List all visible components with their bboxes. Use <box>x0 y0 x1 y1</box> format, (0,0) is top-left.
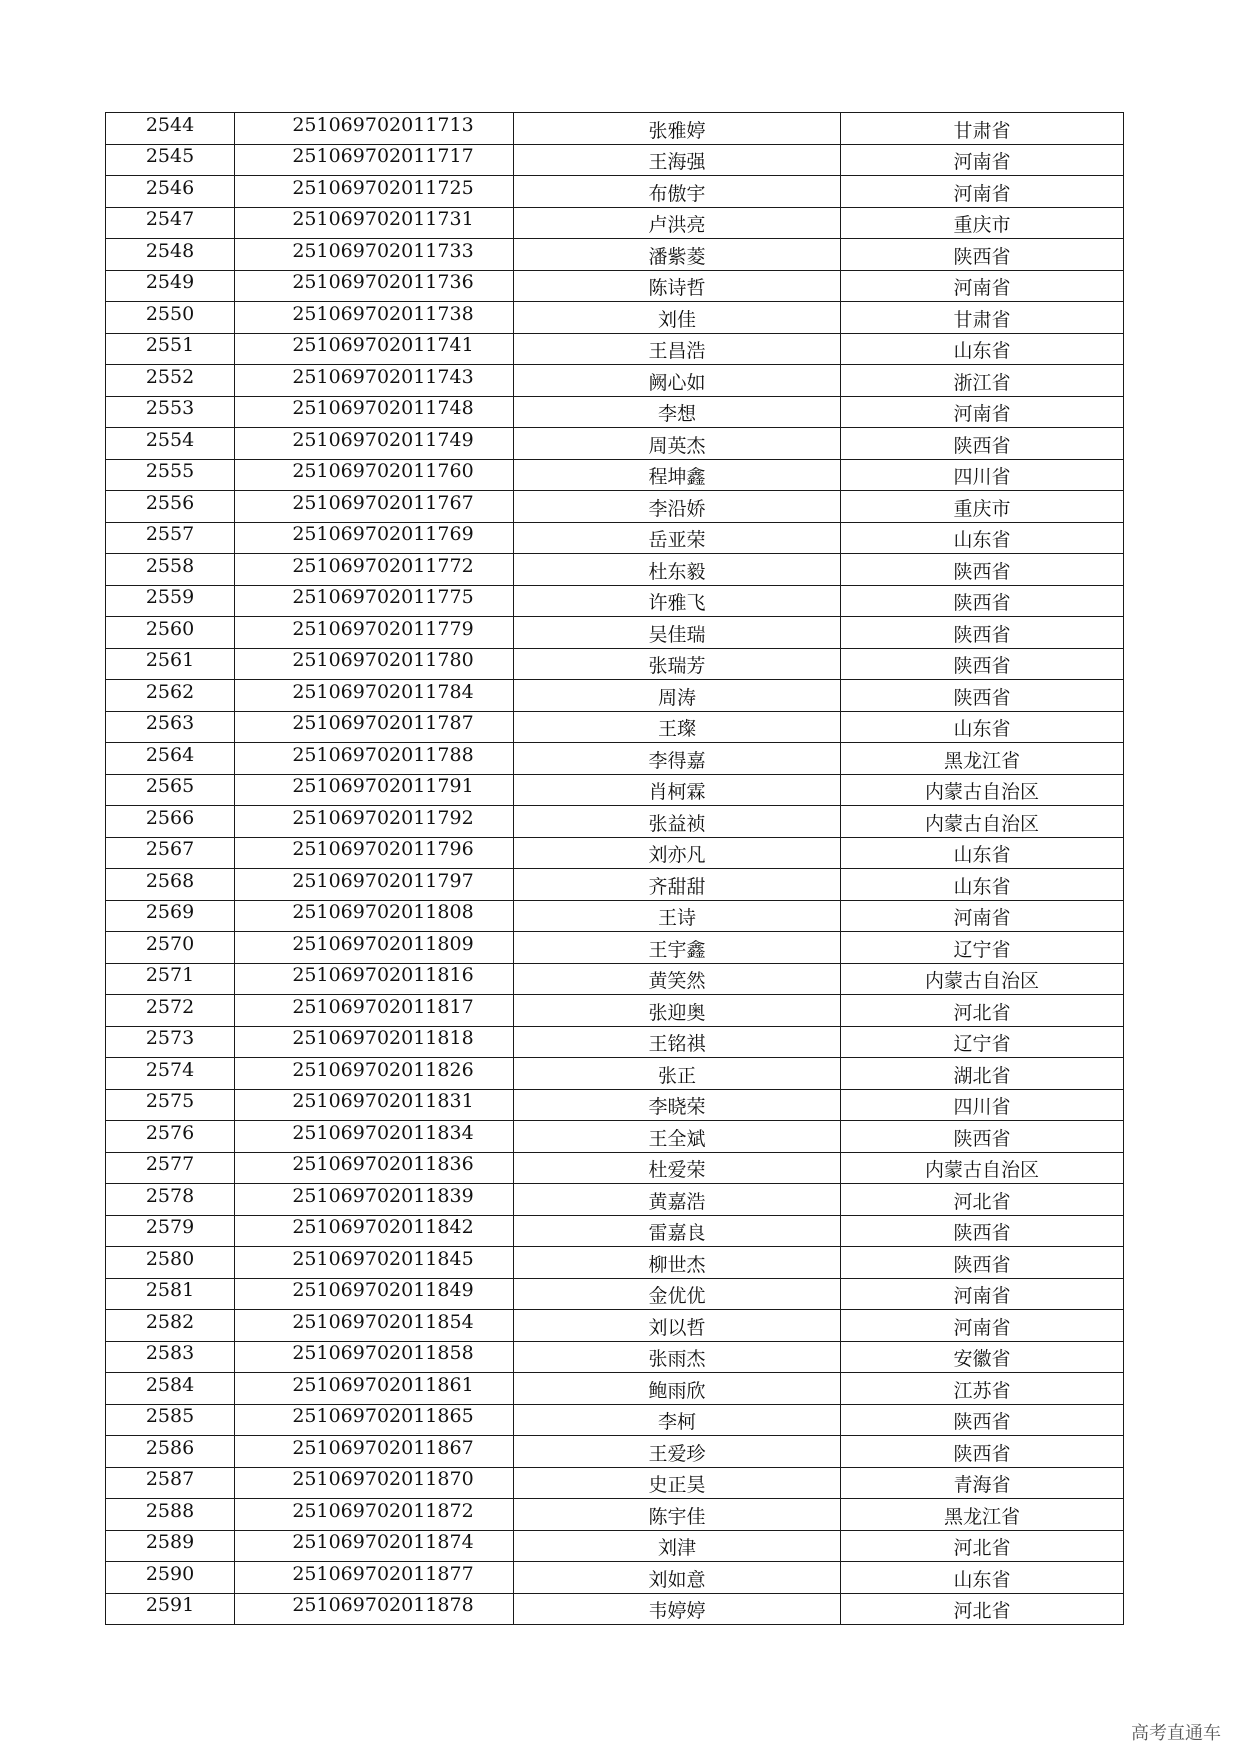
name-cell: 刘津 <box>514 1530 841 1562</box>
name-cell: 刘如意 <box>514 1562 841 1594</box>
name-cell: 王海强 <box>514 144 841 176</box>
exam-id-cell: 251069702011736 <box>235 270 514 302</box>
exam-id-cell: 251069702011808 <box>235 900 514 932</box>
row-number-cell: 2579 <box>106 1215 235 1247</box>
table-row <box>106 270 1124 302</box>
exam-id-cell: 251069702011760 <box>235 459 514 491</box>
row-number-cell: 2564 <box>106 743 235 775</box>
exam-id-cell: 251069702011809 <box>235 932 514 964</box>
name-cell: 许雅飞 <box>514 585 841 617</box>
table-row <box>106 1278 1124 1310</box>
row-number-cell: 2570 <box>106 932 235 964</box>
name-cell: 布傲宇 <box>514 176 841 208</box>
name-cell: 王宇鑫 <box>514 932 841 964</box>
table-row <box>106 1058 1124 1090</box>
exam-id-cell: 251069702011826 <box>235 1058 514 1090</box>
table-row <box>106 333 1124 365</box>
table-row <box>106 869 1124 901</box>
table-row <box>106 585 1124 617</box>
row-number-cell: 2575 <box>106 1089 235 1121</box>
table-row <box>106 1562 1124 1594</box>
name-cell: 陈诗哲 <box>514 270 841 302</box>
table-row <box>106 396 1124 428</box>
exam-id-cell: 251069702011834 <box>235 1121 514 1153</box>
table-row <box>106 1089 1124 1121</box>
name-cell: 张雅婷 <box>514 113 841 145</box>
name-cell: 王铭祺 <box>514 1026 841 1058</box>
row-number-cell: 2580 <box>106 1247 235 1279</box>
province-cell: 黑龙江省 <box>841 1499 1124 1531</box>
name-cell: 李沿娇 <box>514 491 841 523</box>
table-row <box>106 806 1124 838</box>
row-number-cell: 2555 <box>106 459 235 491</box>
exam-id-cell: 251069702011779 <box>235 617 514 649</box>
exam-id-cell: 251069702011791 <box>235 774 514 806</box>
exam-id-cell: 251069702011784 <box>235 680 514 712</box>
exam-id-cell: 251069702011796 <box>235 837 514 869</box>
province-cell: 内蒙古自治区 <box>841 774 1124 806</box>
table-row <box>106 1310 1124 1342</box>
province-cell: 甘肃省 <box>841 113 1124 145</box>
province-cell: 陕西省 <box>841 1215 1124 1247</box>
table-row <box>106 711 1124 743</box>
table-row <box>106 900 1124 932</box>
province-cell: 青海省 <box>841 1467 1124 1499</box>
province-cell: 黑龙江省 <box>841 743 1124 775</box>
exam-id-cell: 251069702011787 <box>235 711 514 743</box>
exam-id-cell: 251069702011816 <box>235 963 514 995</box>
exam-id-cell: 251069702011713 <box>235 113 514 145</box>
province-cell: 陕西省 <box>841 1247 1124 1279</box>
province-cell: 陕西省 <box>841 680 1124 712</box>
row-number-cell: 2574 <box>106 1058 235 1090</box>
table-row <box>106 995 1124 1027</box>
row-number-cell: 2576 <box>106 1121 235 1153</box>
province-cell: 湖北省 <box>841 1058 1124 1090</box>
name-cell: 周涛 <box>514 680 841 712</box>
exam-id-cell: 251069702011849 <box>235 1278 514 1310</box>
row-number-cell: 2544 <box>106 113 235 145</box>
name-cell: 吴佳瑞 <box>514 617 841 649</box>
table-row <box>106 1530 1124 1562</box>
province-cell: 陕西省 <box>841 1436 1124 1468</box>
name-cell: 刘佳 <box>514 302 841 334</box>
table-row <box>106 743 1124 775</box>
row-number-cell: 2556 <box>106 491 235 523</box>
name-cell: 张瑞芳 <box>514 648 841 680</box>
exam-id-cell: 251069702011874 <box>235 1530 514 1562</box>
exam-id-cell: 251069702011817 <box>235 995 514 1027</box>
row-number-cell: 2547 <box>106 207 235 239</box>
province-cell: 河南省 <box>841 144 1124 176</box>
exam-id-cell: 251069702011831 <box>235 1089 514 1121</box>
province-cell: 甘肃省 <box>841 302 1124 334</box>
name-cell: 潘紫菱 <box>514 239 841 271</box>
province-cell: 河南省 <box>841 270 1124 302</box>
province-cell: 山东省 <box>841 333 1124 365</box>
row-number-cell: 2554 <box>106 428 235 460</box>
province-cell: 山东省 <box>841 522 1124 554</box>
exam-id-cell: 251069702011741 <box>235 333 514 365</box>
name-cell: 阙心如 <box>514 365 841 397</box>
row-number-cell: 2566 <box>106 806 235 838</box>
table-row <box>106 1436 1124 1468</box>
watermark-text: 高考直通车 <box>1131 1723 1221 1744</box>
table-row <box>106 837 1124 869</box>
row-number-cell: 2559 <box>106 585 235 617</box>
table-row <box>106 1121 1124 1153</box>
name-cell: 刘亦凡 <box>514 837 841 869</box>
province-cell: 河北省 <box>841 1530 1124 1562</box>
name-cell: 张迎奥 <box>514 995 841 1027</box>
row-number-cell: 2553 <box>106 396 235 428</box>
exam-id-cell: 251069702011858 <box>235 1341 514 1373</box>
province-cell: 陕西省 <box>841 239 1124 271</box>
table-row <box>106 113 1124 145</box>
name-cell: 王璨 <box>514 711 841 743</box>
table-row <box>106 1499 1124 1531</box>
exam-id-cell: 251069702011854 <box>235 1310 514 1342</box>
province-cell: 江苏省 <box>841 1373 1124 1405</box>
exam-id-cell: 251069702011767 <box>235 491 514 523</box>
row-number-cell: 2558 <box>106 554 235 586</box>
exam-id-cell: 251069702011792 <box>235 806 514 838</box>
exam-id-cell: 251069702011717 <box>235 144 514 176</box>
province-cell: 重庆市 <box>841 207 1124 239</box>
province-cell: 内蒙古自治区 <box>841 1152 1124 1184</box>
row-number-cell: 2557 <box>106 522 235 554</box>
province-cell: 陕西省 <box>841 1404 1124 1436</box>
province-cell: 河南省 <box>841 1278 1124 1310</box>
province-cell: 河南省 <box>841 1310 1124 1342</box>
table-row <box>106 617 1124 649</box>
table-row <box>106 774 1124 806</box>
exam-id-cell: 251069702011839 <box>235 1184 514 1216</box>
row-number-cell: 2563 <box>106 711 235 743</box>
exam-id-cell: 251069702011842 <box>235 1215 514 1247</box>
row-number-cell: 2578 <box>106 1184 235 1216</box>
row-number-cell: 2560 <box>106 617 235 649</box>
province-cell: 陕西省 <box>841 617 1124 649</box>
table-row <box>106 648 1124 680</box>
table-row <box>106 491 1124 523</box>
table-row <box>106 1467 1124 1499</box>
row-number-cell: 2549 <box>106 270 235 302</box>
exam-id-cell: 251069702011780 <box>235 648 514 680</box>
name-cell: 李晓荣 <box>514 1089 841 1121</box>
name-cell: 柳世杰 <box>514 1247 841 1279</box>
exam-id-cell: 251069702011743 <box>235 365 514 397</box>
province-cell: 四川省 <box>841 459 1124 491</box>
row-number-cell: 2572 <box>106 995 235 1027</box>
exam-id-cell: 251069702011818 <box>235 1026 514 1058</box>
province-cell: 安徽省 <box>841 1341 1124 1373</box>
row-number-cell: 2548 <box>106 239 235 271</box>
row-number-cell: 2571 <box>106 963 235 995</box>
name-cell: 杜东毅 <box>514 554 841 586</box>
row-number-cell: 2562 <box>106 680 235 712</box>
name-cell: 韦婷婷 <box>514 1593 841 1625</box>
name-cell: 李柯 <box>514 1404 841 1436</box>
table-row <box>106 1026 1124 1058</box>
name-cell: 王全斌 <box>514 1121 841 1153</box>
name-cell: 王爱珍 <box>514 1436 841 1468</box>
row-number-cell: 2577 <box>106 1152 235 1184</box>
table-row <box>106 365 1124 397</box>
exam-id-cell: 251069702011731 <box>235 207 514 239</box>
exam-id-cell: 251069702011878 <box>235 1593 514 1625</box>
table-row <box>106 176 1124 208</box>
row-number-cell: 2584 <box>106 1373 235 1405</box>
exam-id-cell: 251069702011788 <box>235 743 514 775</box>
table-row <box>106 1184 1124 1216</box>
name-cell: 雷嘉良 <box>514 1215 841 1247</box>
table-row <box>106 207 1124 239</box>
exam-id-cell: 251069702011772 <box>235 554 514 586</box>
row-number-cell: 2565 <box>106 774 235 806</box>
name-cell: 李想 <box>514 396 841 428</box>
exam-id-cell: 251069702011748 <box>235 396 514 428</box>
name-cell: 杜爱荣 <box>514 1152 841 1184</box>
row-number-cell: 2561 <box>106 648 235 680</box>
row-number-cell: 2591 <box>106 1593 235 1625</box>
province-cell: 陕西省 <box>841 585 1124 617</box>
province-cell: 河北省 <box>841 1184 1124 1216</box>
name-cell: 岳亚荣 <box>514 522 841 554</box>
row-number-cell: 2551 <box>106 333 235 365</box>
name-cell: 张正 <box>514 1058 841 1090</box>
row-number-cell: 2586 <box>106 1436 235 1468</box>
exam-id-cell: 251069702011872 <box>235 1499 514 1531</box>
name-cell: 卢洪亮 <box>514 207 841 239</box>
province-cell: 山东省 <box>841 1562 1124 1594</box>
exam-id-cell: 251069702011749 <box>235 428 514 460</box>
province-cell: 河南省 <box>841 396 1124 428</box>
name-cell: 陈宇佳 <box>514 1499 841 1531</box>
exam-id-cell: 251069702011738 <box>235 302 514 334</box>
name-cell: 史正昊 <box>514 1467 841 1499</box>
table-row <box>106 1373 1124 1405</box>
name-cell: 张雨杰 <box>514 1341 841 1373</box>
table-row <box>106 1247 1124 1279</box>
row-number-cell: 2581 <box>106 1278 235 1310</box>
name-cell: 程坤鑫 <box>514 459 841 491</box>
row-number-cell: 2568 <box>106 869 235 901</box>
table-row <box>106 932 1124 964</box>
province-cell: 陕西省 <box>841 648 1124 680</box>
name-cell: 肖柯霖 <box>514 774 841 806</box>
row-number-cell: 2552 <box>106 365 235 397</box>
row-number-cell: 2589 <box>106 1530 235 1562</box>
name-cell: 王诗 <box>514 900 841 932</box>
province-cell: 四川省 <box>841 1089 1124 1121</box>
name-cell: 齐甜甜 <box>514 869 841 901</box>
row-number-cell: 2573 <box>106 1026 235 1058</box>
row-number-cell: 2582 <box>106 1310 235 1342</box>
province-cell: 山东省 <box>841 837 1124 869</box>
table-row <box>106 1215 1124 1247</box>
exam-id-cell: 251069702011861 <box>235 1373 514 1405</box>
table-row <box>106 1593 1124 1625</box>
table-row <box>106 302 1124 334</box>
table-row <box>106 239 1124 271</box>
province-cell: 重庆市 <box>841 491 1124 523</box>
province-cell: 陕西省 <box>841 428 1124 460</box>
table-row <box>106 963 1124 995</box>
exam-id-cell: 251069702011775 <box>235 585 514 617</box>
name-cell: 鲍雨欣 <box>514 1373 841 1405</box>
row-number-cell: 2587 <box>106 1467 235 1499</box>
name-cell: 黄嘉浩 <box>514 1184 841 1216</box>
table-row <box>106 144 1124 176</box>
province-cell: 浙江省 <box>841 365 1124 397</box>
province-cell: 辽宁省 <box>841 1026 1124 1058</box>
exam-id-cell: 251069702011845 <box>235 1247 514 1279</box>
table-row <box>106 428 1124 460</box>
table-row <box>106 554 1124 586</box>
province-cell: 河南省 <box>841 176 1124 208</box>
exam-id-cell: 251069702011877 <box>235 1562 514 1594</box>
exam-id-cell: 251069702011870 <box>235 1467 514 1499</box>
table-row <box>106 680 1124 712</box>
province-cell: 河北省 <box>841 1593 1124 1625</box>
exam-id-cell: 251069702011733 <box>235 239 514 271</box>
exam-id-cell: 251069702011797 <box>235 869 514 901</box>
province-cell: 内蒙古自治区 <box>841 963 1124 995</box>
row-number-cell: 2583 <box>106 1341 235 1373</box>
exam-id-cell: 251069702011769 <box>235 522 514 554</box>
name-cell: 李得嘉 <box>514 743 841 775</box>
province-cell: 陕西省 <box>841 1121 1124 1153</box>
table-row <box>106 1341 1124 1373</box>
row-number-cell: 2588 <box>106 1499 235 1531</box>
row-number-cell: 2550 <box>106 302 235 334</box>
name-cell: 刘以哲 <box>514 1310 841 1342</box>
province-cell: 河北省 <box>841 995 1124 1027</box>
name-cell: 黄笑然 <box>514 963 841 995</box>
table-row <box>106 459 1124 491</box>
row-number-cell: 2590 <box>106 1562 235 1594</box>
name-cell: 张益祯 <box>514 806 841 838</box>
table-row <box>106 1404 1124 1436</box>
roster-table <box>105 112 1124 1625</box>
province-cell: 辽宁省 <box>841 932 1124 964</box>
name-cell: 周英杰 <box>514 428 841 460</box>
province-cell: 陕西省 <box>841 554 1124 586</box>
province-cell: 内蒙古自治区 <box>841 806 1124 838</box>
row-number-cell: 2567 <box>106 837 235 869</box>
exam-id-cell: 251069702011725 <box>235 176 514 208</box>
roster-table-body <box>106 113 1124 1625</box>
table-row <box>106 522 1124 554</box>
province-cell: 山东省 <box>841 711 1124 743</box>
province-cell: 山东省 <box>841 869 1124 901</box>
exam-id-cell: 251069702011867 <box>235 1436 514 1468</box>
row-number-cell: 2569 <box>106 900 235 932</box>
name-cell: 王昌浩 <box>514 333 841 365</box>
row-number-cell: 2585 <box>106 1404 235 1436</box>
name-cell: 金优优 <box>514 1278 841 1310</box>
exam-id-cell: 251069702011836 <box>235 1152 514 1184</box>
row-number-cell: 2545 <box>106 144 235 176</box>
exam-id-cell: 251069702011865 <box>235 1404 514 1436</box>
row-number-cell: 2546 <box>106 176 235 208</box>
table-row <box>106 1152 1124 1184</box>
province-cell: 河南省 <box>841 900 1124 932</box>
